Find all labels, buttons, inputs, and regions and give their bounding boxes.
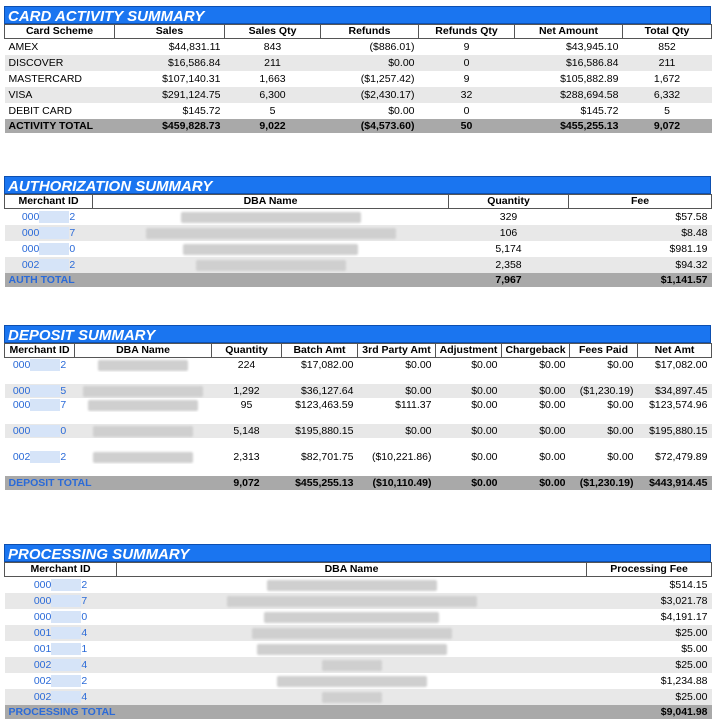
- table-row: [5, 424, 712, 438]
- dba-name-redacted: [75, 398, 212, 412]
- table-cell: $0.00: [388, 105, 415, 117]
- table-row: [5, 689, 712, 705]
- table-cell: ($1,230.19): [570, 384, 638, 398]
- table-cell: $0.00: [436, 424, 502, 438]
- table-cell: $16,586.84: [115, 55, 225, 71]
- table-cell: [93, 273, 449, 287]
- column-header: Card Scheme: [5, 25, 115, 39]
- total-row: [5, 273, 712, 287]
- table-cell: ($1,257.42): [360, 73, 415, 85]
- table-cell: 0: [463, 105, 470, 117]
- column-header: Net Amt: [638, 344, 712, 358]
- dba-name-redacted: [75, 424, 212, 438]
- table-cell: $123,574.96: [649, 399, 708, 411]
- table-cell: $0.00: [539, 359, 566, 371]
- table-cell: 5: [664, 105, 670, 117]
- dba-name-redacted: [117, 641, 587, 657]
- merchant-id-link[interactable]: 000 7: [5, 225, 93, 241]
- dba-name-redacted: [117, 609, 587, 625]
- table-cell: 9,022: [225, 119, 321, 133]
- table-cell: [5, 412, 712, 424]
- table-row: [5, 641, 712, 657]
- dba-name-redacted: [117, 673, 587, 689]
- table-cell: $107,140.31: [162, 73, 221, 85]
- table-cell: [5, 464, 712, 476]
- table-cell: $0.00: [502, 476, 570, 490]
- column-header: Fee: [569, 195, 712, 209]
- table-cell: $0.00: [471, 399, 498, 411]
- table-cell: $3,021.78: [587, 593, 712, 609]
- table-header-row: [5, 344, 712, 358]
- table-cell: DISCOVER: [5, 55, 115, 71]
- merchant-id-link[interactable]: 000 2: [12, 359, 67, 371]
- column-header: Sales: [115, 25, 225, 39]
- total-label: PROCESSING TOTAL: [5, 705, 587, 719]
- merchant-id-link[interactable]: 002 4: [5, 689, 117, 705]
- table-cell: $25.00: [587, 657, 712, 673]
- table-cell: 1,663: [259, 73, 286, 85]
- merchant-id-link[interactable]: 000 2: [21, 211, 76, 223]
- table-cell: 106: [449, 225, 569, 241]
- table-cell: $291,124.75: [115, 87, 225, 103]
- table-cell: 1,672: [653, 73, 681, 85]
- table-cell: $5.00: [681, 643, 708, 655]
- column-header: Sales Qty: [225, 25, 321, 39]
- column-header: Net Amount: [515, 25, 623, 39]
- row-spacer: [5, 372, 712, 384]
- card-activity-title: CARD ACTIVITY SUMMARY: [4, 6, 711, 24]
- table-cell: ($4,573.60): [321, 119, 419, 133]
- processing-table: [4, 562, 712, 719]
- table-cell: $72,479.89: [654, 451, 708, 463]
- column-header: Refunds: [321, 25, 419, 39]
- table-cell: $0.00: [502, 384, 570, 398]
- table-cell: $4,191.17: [660, 611, 708, 623]
- dba-name-redacted: [75, 358, 212, 373]
- column-header: Batch Amt: [282, 344, 358, 358]
- table-cell: $9,041.98: [587, 705, 712, 719]
- total-label: AUTH TOTAL: [5, 273, 93, 287]
- authorization-table: [4, 194, 712, 287]
- table-cell: $0.00: [539, 451, 566, 463]
- table-cell: $0.00: [358, 424, 436, 438]
- dba-name-redacted: [117, 625, 587, 641]
- table-cell: $0.00: [607, 359, 634, 371]
- table-cell: $34,897.45: [638, 384, 712, 398]
- table-cell: $0.00: [570, 424, 638, 438]
- column-header: Fees Paid: [570, 344, 638, 358]
- total-row: [5, 476, 712, 490]
- table-row: [5, 55, 712, 71]
- table-cell: 50: [419, 119, 515, 133]
- table-row: [5, 673, 712, 689]
- table-cell: $123,463.59: [295, 399, 354, 411]
- deposit-section: [4, 325, 711, 490]
- merchant-id-link[interactable]: 002 4: [5, 657, 117, 673]
- dba-name-redacted: [93, 209, 449, 226]
- deposit-title: DEPOSIT SUMMARY: [4, 325, 711, 343]
- table-cell: $0.00: [436, 476, 502, 490]
- table-row: [5, 384, 712, 398]
- table-cell: $105,882.89: [560, 73, 619, 85]
- column-header: Processing Fee: [587, 563, 712, 577]
- table-cell: 2,358: [449, 257, 569, 273]
- table-header-row: [5, 195, 712, 209]
- merchant-id-link[interactable]: 000 0: [21, 243, 76, 255]
- merchant-id-link[interactable]: 000 0: [33, 611, 88, 623]
- table-cell: 5,174: [495, 243, 522, 255]
- total-row: [5, 705, 712, 719]
- table-cell: $455,255.13: [282, 476, 358, 490]
- table-cell: 852: [658, 41, 676, 53]
- table-cell: $1,141.57: [569, 273, 712, 287]
- table-cell: AMEX: [8, 41, 39, 53]
- table-cell: $145.72: [182, 105, 221, 117]
- table-cell: 9: [463, 73, 470, 85]
- table-row: [5, 593, 712, 609]
- table-cell: 224: [237, 359, 256, 371]
- card-activity-table: [4, 24, 712, 133]
- table-cell: $195,880.15: [282, 424, 358, 438]
- row-spacer: [5, 438, 712, 450]
- table-row: [5, 577, 712, 594]
- table-cell: 7,967: [449, 273, 569, 287]
- merchant-id-link[interactable]: 001 4: [5, 625, 117, 641]
- table-cell: ($1,230.19): [570, 476, 638, 490]
- table-cell: ($10,221.86): [371, 451, 432, 463]
- table-cell: [5, 438, 712, 450]
- table-cell: 211: [225, 55, 321, 71]
- table-cell: $57.58: [675, 211, 708, 223]
- merchant-id-link[interactable]: 002 2: [12, 451, 67, 463]
- table-cell: ($10,110.49): [358, 476, 436, 490]
- table-row: [5, 209, 712, 226]
- table-cell: 6,332: [623, 87, 712, 103]
- table-cell: 329: [499, 211, 518, 223]
- table-cell: DEBIT CARD: [8, 105, 72, 117]
- merchant-id-link[interactable]: 001 1: [33, 643, 88, 655]
- column-header: Adjustment: [436, 344, 502, 358]
- table-cell: $459,828.73: [115, 119, 225, 133]
- merchant-id-link[interactable]: 000 0: [5, 424, 75, 438]
- deposit-table: [4, 343, 712, 490]
- table-cell: $455,255.13: [515, 119, 623, 133]
- merchant-id-link[interactable]: 000 7: [5, 593, 117, 609]
- table-cell: $0.00: [436, 384, 502, 398]
- table-cell: $44,831.11: [168, 41, 221, 53]
- dba-name-redacted: [93, 241, 449, 257]
- table-cell: VISA: [5, 87, 115, 103]
- table-cell: $0.00: [321, 55, 419, 71]
- dba-name-redacted: [75, 450, 212, 464]
- merchant-id-link[interactable]: 002 2: [33, 675, 88, 687]
- dba-name-redacted: [75, 384, 212, 398]
- column-header: Refunds Qty: [419, 25, 515, 39]
- table-cell: 211: [623, 55, 712, 71]
- table-row: [5, 398, 712, 412]
- table-cell: $8.48: [569, 225, 712, 241]
- table-row: [5, 39, 712, 56]
- table-cell: $0.00: [471, 451, 498, 463]
- table-cell: 5: [269, 105, 276, 117]
- table-cell: 9,072: [212, 476, 282, 490]
- table-cell: $288,694.58: [515, 87, 623, 103]
- table-cell: 843: [263, 41, 282, 53]
- table-cell: $443,914.45: [638, 476, 712, 490]
- table-cell: 9: [463, 41, 470, 53]
- table-cell: $36,127.64: [282, 384, 358, 398]
- table-cell: $0.00: [502, 424, 570, 438]
- dba-name-redacted: [93, 225, 449, 241]
- table-cell: 9,072: [623, 119, 712, 133]
- total-label: DEPOSIT TOTAL: [5, 476, 212, 490]
- merchant-id-link[interactable]: 000 2: [33, 579, 88, 591]
- table-cell: $25.00: [587, 689, 712, 705]
- table-row: [5, 87, 712, 103]
- dba-name-redacted: [117, 593, 587, 609]
- table-cell: $981.19: [669, 243, 708, 255]
- table-cell: $17,082.00: [654, 359, 708, 371]
- table-row: [5, 609, 712, 625]
- table-row: [5, 241, 712, 257]
- column-header: Merchant ID: [5, 344, 75, 358]
- column-header: DBA Name: [93, 195, 449, 209]
- table-cell: $0.00: [607, 451, 634, 463]
- authorization-title: AUTHORIZATION SUMMARY: [4, 176, 711, 194]
- merchant-id-link[interactable]: 000 5: [5, 384, 75, 398]
- table-row: [5, 358, 712, 373]
- table-cell: 0: [419, 55, 515, 71]
- card-activity-section: [4, 6, 711, 133]
- table-cell: ($2,430.17): [321, 87, 419, 103]
- column-header: Quantity: [212, 344, 282, 358]
- table-cell: MASTERCARD: [8, 73, 83, 85]
- total-row: [5, 119, 712, 133]
- column-header: Chargeback: [502, 344, 570, 358]
- dba-name-redacted: [117, 657, 587, 673]
- merchant-id-link[interactable]: 000 7: [12, 399, 67, 411]
- column-header: Merchant ID: [5, 563, 117, 577]
- table-header-row: [5, 25, 712, 39]
- table-row: [5, 257, 712, 273]
- table-cell: 1,292: [212, 384, 282, 398]
- processing-section: [4, 544, 711, 719]
- table-cell: $111.37: [395, 399, 432, 411]
- dba-name-redacted: [117, 577, 587, 594]
- table-cell: $0.00: [358, 384, 436, 398]
- table-row: [5, 225, 712, 241]
- table-row: [5, 625, 712, 641]
- table-cell: $25.00: [587, 625, 712, 641]
- table-cell: $94.32: [569, 257, 712, 273]
- table-row: [5, 103, 712, 119]
- table-cell: $514.15: [669, 579, 708, 591]
- table-cell: $1,234.88: [660, 675, 708, 687]
- column-header: DBA Name: [117, 563, 587, 577]
- table-row: [5, 450, 712, 464]
- table-cell: $0.00: [607, 399, 634, 411]
- merchant-id-link[interactable]: 002 2: [5, 257, 93, 273]
- authorization-section: [4, 176, 711, 287]
- table-cell: $0.00: [405, 359, 432, 371]
- table-cell: $16,586.84: [515, 55, 623, 71]
- table-cell: 5,148: [212, 424, 282, 438]
- table-cell: $195,880.15: [638, 424, 712, 438]
- table-cell: 2,313: [233, 451, 260, 463]
- table-cell: $0.00: [539, 399, 566, 411]
- table-cell: $145.72: [580, 105, 619, 117]
- column-header: DBA Name: [75, 344, 212, 358]
- table-cell: $17,082.00: [300, 359, 354, 371]
- column-header: Total Qty: [623, 25, 712, 39]
- column-header: Merchant ID: [5, 195, 93, 209]
- dba-name-redacted: [117, 689, 587, 705]
- column-header: Quantity: [449, 195, 569, 209]
- total-label: ACTIVITY TOTAL: [5, 119, 115, 133]
- row-spacer: [5, 412, 712, 424]
- table-cell: $82,701.75: [300, 451, 354, 463]
- table-cell: 6,300: [225, 87, 321, 103]
- column-header: 3rd Party Amt: [358, 344, 436, 358]
- table-cell: $0.00: [471, 359, 498, 371]
- dba-name-redacted: [93, 257, 449, 273]
- table-row: [5, 71, 712, 87]
- table-row: [5, 657, 712, 673]
- table-cell: $43,945.10: [565, 41, 619, 53]
- processing-title: PROCESSING SUMMARY: [4, 544, 711, 562]
- table-cell: 32: [419, 87, 515, 103]
- table-header-row: [5, 563, 712, 577]
- table-cell: ($886.01): [369, 41, 415, 53]
- row-spacer: [5, 464, 712, 476]
- table-cell: 95: [240, 399, 253, 411]
- table-cell: [5, 372, 712, 384]
